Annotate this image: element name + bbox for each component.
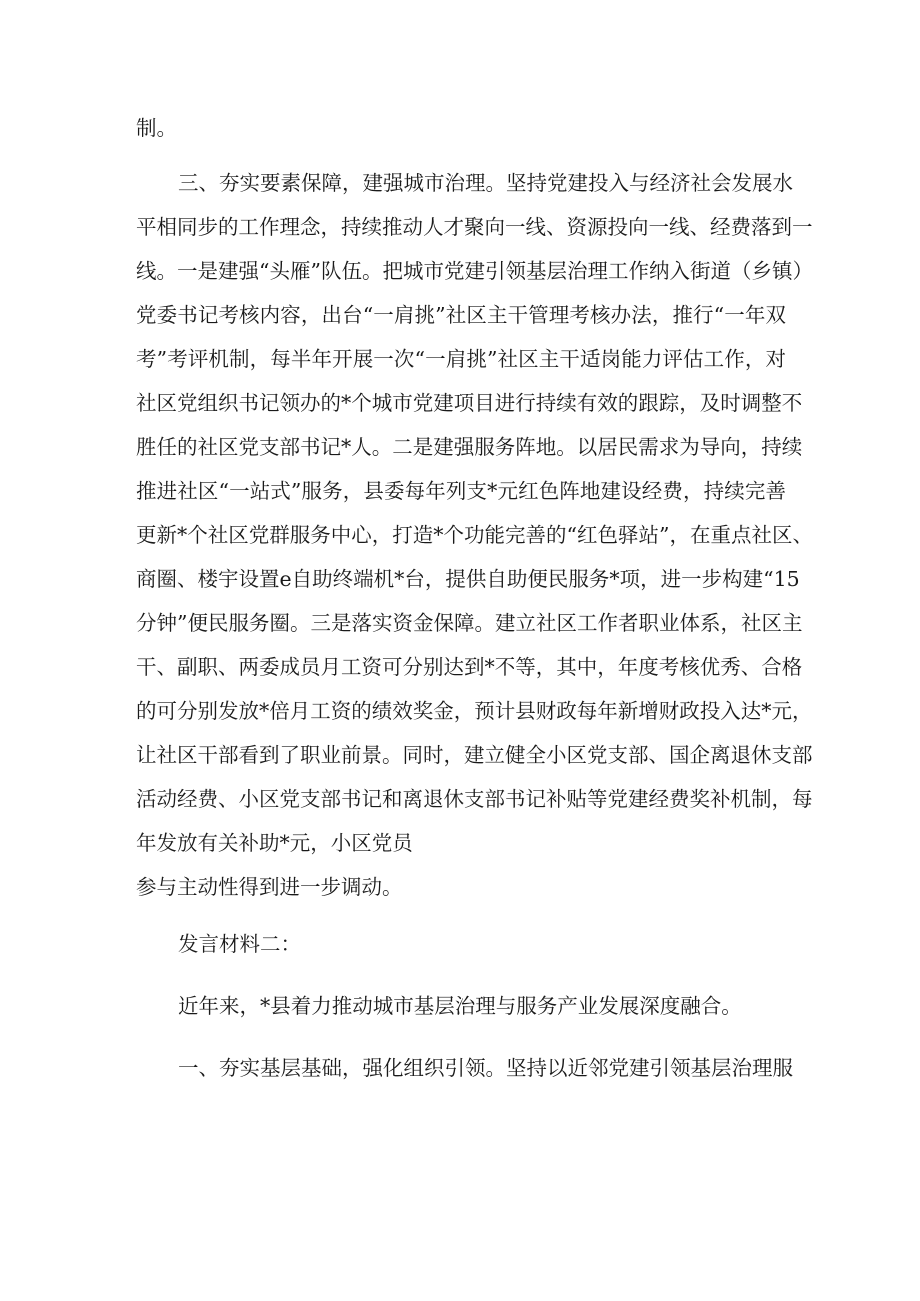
material-heading: 发言材料二： (178, 932, 301, 956)
paragraph-line: 推进社区“一站式”服务，县委每年列支*元红色阵地建设经费，持续完善 (136, 479, 786, 503)
paragraph-line: 年发放有关补助*元，小区党员 (136, 831, 413, 855)
paragraph-line: 社区党组织书记领办的*个城市党建项目进行持续有效的跟踪，及时调整不 (136, 391, 803, 415)
paragraph-line: 分钟”便民服务圈。三是落实资金保障。建立社区工作者职业体系，社区主 (136, 611, 803, 635)
section-heading-line: 一、夯实基层基础，强化组织引领。坚持以近邻党建引领基层治理服 (178, 1056, 793, 1080)
paragraph-line: 参与主动性得到进一步调动。 (136, 875, 403, 899)
paragraph-line: 让社区干部看到了职业前景。同时，建立健全小区党支部、国企离退休支部 (136, 743, 813, 767)
paragraph-line: 干、副职、两委成员月工资可分别达到*不等，其中，年度考核优秀、合格 (136, 655, 803, 679)
paragraph-line: 线。一是建强“头雁”队伍。把城市党建引领基层治理工作纳入街道（乡镇） (136, 259, 813, 283)
paragraph-line: 近年来，*县着力推动城市基层治理与服务产业发展深度融合。 (178, 994, 742, 1018)
paragraph-line: 考”考评机制，每半年开展一次“一肩挑”社区主干适岗能力评估工作，对 (136, 347, 786, 371)
paragraph-line: 胜任的社区党支部书记*人。二是建强服务阵地。以居民需求为导向，持续 (136, 435, 803, 459)
paragraph-line: 的可分别发放*倍月工资的绩效奖金，预计县财政每年新增财政投入达*元， (136, 699, 813, 723)
paragraph-line: 党委书记考核内容，出台“一肩挑”社区主干管理考核办法，推行“一年双 (136, 303, 786, 327)
section-heading-line: 三、夯实要素保障，建强城市治理。坚持党建投入与经济社会发展水 (178, 171, 793, 195)
paragraph-line: 平相同步的工作理念，持续推动人才聚向一线、资源投向一线、经费落到一 (136, 215, 813, 239)
paragraph-line: 商圈、楼宇设置e自助终端机*台，提供自助便民服务*项，进一步构建“15 (136, 567, 800, 591)
paragraph-line: 活动经费、小区党支部书记和离退休支部书记补贴等党建经费奖补机制，每 (136, 787, 813, 811)
paragraph-line: 更新*个社区党群服务中心，打造*个功能完善的“红色驿站”，在重点社区、 (136, 523, 813, 547)
paragraph-line: 制。 (136, 116, 177, 140)
